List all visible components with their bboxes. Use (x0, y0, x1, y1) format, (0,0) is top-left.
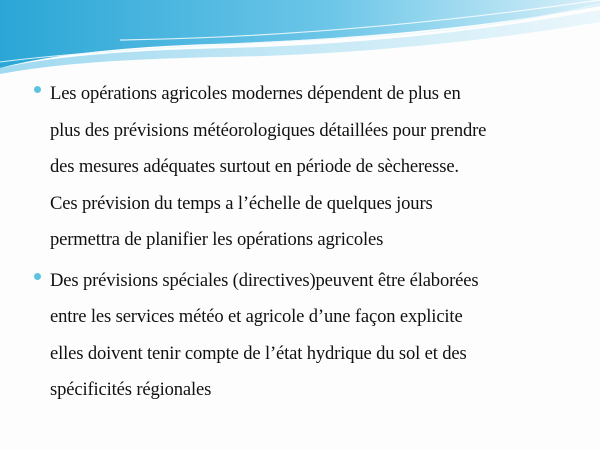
bullet-line: spécificités régionales (50, 379, 212, 400)
bullet-text (50, 76, 574, 259)
bullet-dot-icon (34, 86, 41, 93)
bullet-item (34, 263, 574, 409)
bullet-line: Ces prévision du temps a l’échelle de quelques jours (50, 192, 433, 214)
bullet-line: permettra de planifier les opérations agricoles (50, 229, 384, 250)
bullet-line: des mesures adéquates surtout en période de sècheresse. (50, 156, 459, 177)
bullet-line: Des prévisions spéciales (directives)peuvent être élaborées (50, 269, 479, 291)
bullet-dot-icon (34, 273, 41, 280)
bullet-line: plus des prévisions météorologiques détaillées pour prendre (50, 119, 487, 141)
bullet-line: Les opérations agricoles modernes dépendent de plus en (50, 83, 461, 104)
bullet-line: elles doivent tenir compte de l’état hydrique du sol et des (50, 342, 467, 364)
bullet-line: entre les services météo et agricole d’une façon explicite (50, 306, 463, 327)
bullet-text (50, 263, 574, 409)
bullet-list (34, 76, 574, 413)
bullet-item (34, 76, 574, 259)
